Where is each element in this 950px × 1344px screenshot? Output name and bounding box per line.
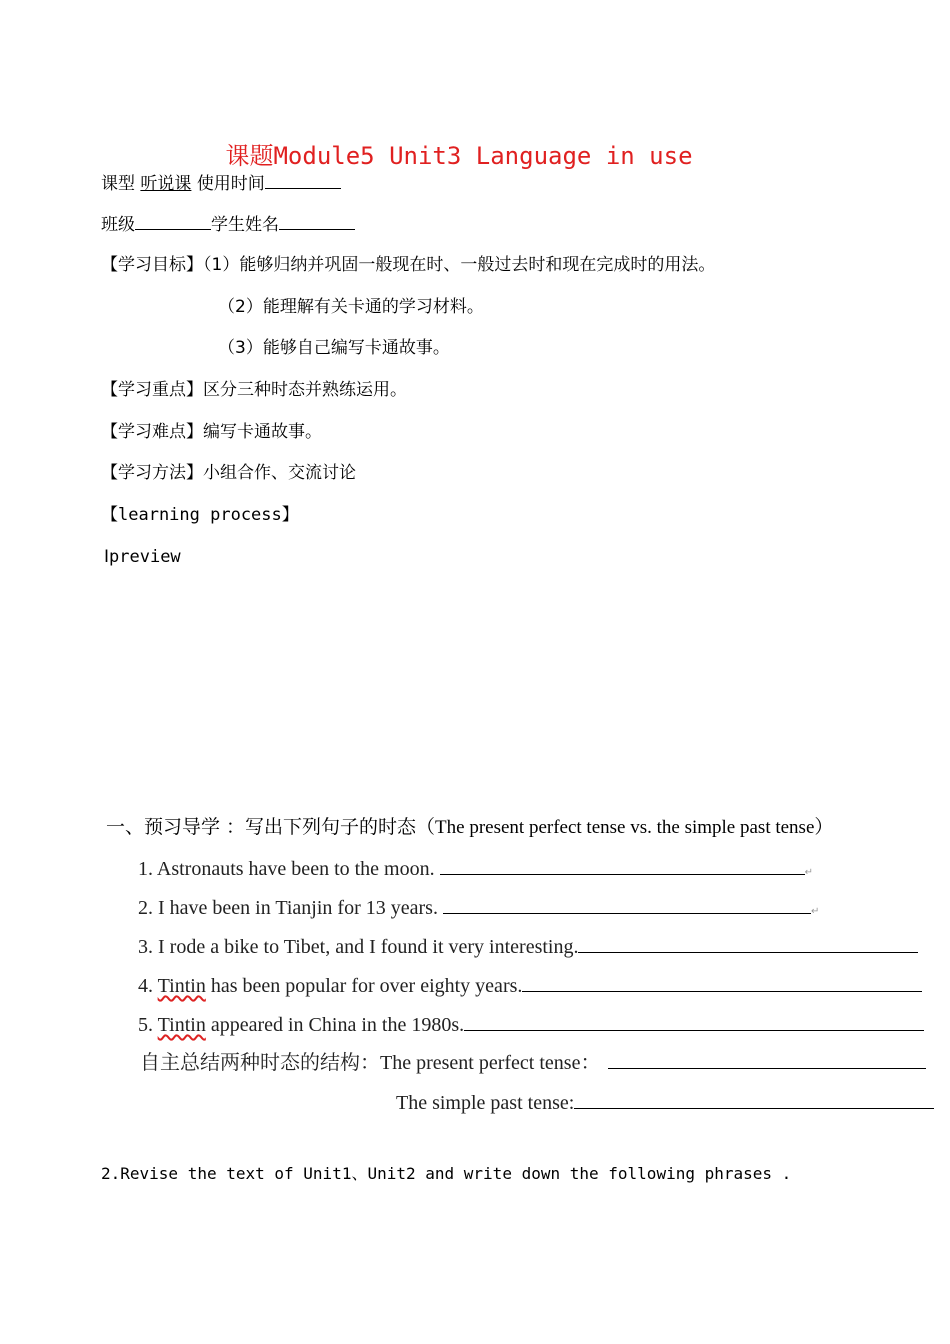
summary-simple-past	[396, 1088, 934, 1116]
title-zh: 课题	[225, 142, 274, 170]
question-4: 4. Tintin has been popular for over eighty years.	[138, 971, 922, 999]
question-5: 5. Tintin appeared in China in the 1980s.	[138, 1010, 924, 1038]
simple-past-blank[interactable]	[574, 1088, 934, 1109]
time-blank[interactable]	[265, 170, 341, 189]
student-info-line	[101, 211, 355, 237]
question-1-text: 1. Astronauts have been to the moon.	[138, 858, 435, 880]
question-3-text: 3. I rode a bike to Tibet, and I found it very interesting.	[138, 936, 579, 958]
question-3	[138, 932, 918, 960]
methods: 【学习方法】小组合作、交流讨论	[101, 463, 356, 483]
section1-heading-zh: 一、预习导学 ：写出下列句子的时态（	[106, 816, 436, 838]
question-2-text: 2. I have been in Tianjin for 13 years.	[138, 897, 438, 919]
class-blank[interactable]	[135, 211, 211, 230]
objective-1: （1）能够归纳并巩固一般现在时、一般过去时和现在完成时的用法。	[203, 255, 716, 275]
answer-blank-3[interactable]	[578, 932, 918, 953]
answer-blank-2[interactable]	[443, 893, 811, 914]
section1-heading-end: ）	[814, 816, 834, 838]
present-perfect-label: The present perfect tense：	[380, 1052, 601, 1074]
answer-blank-1[interactable]	[440, 854, 805, 875]
title-en: Module5 Unit3 Language in use	[273, 142, 693, 170]
time-label: 使用时间	[196, 174, 265, 194]
class-label: 班级	[101, 215, 135, 235]
type-label: 课型	[101, 174, 135, 194]
summary-present-perfect	[140, 1048, 926, 1076]
objectives-label: 【学习目标】	[101, 255, 203, 275]
section1-heading	[106, 813, 833, 842]
lesson-type-line	[101, 170, 341, 196]
objective-2: （2）能理解有关卡通的学习材料。	[218, 297, 484, 317]
objectives-line-1	[101, 253, 715, 277]
question-5-text: appeared in China in the 1980s.	[205, 1014, 465, 1036]
return-mark-icon: ↵	[804, 867, 814, 878]
page-title	[0, 136, 918, 171]
name-blank[interactable]	[279, 211, 355, 230]
tintin-word: Tintin	[157, 1014, 206, 1036]
section2-instruction: 2.Revise the text of Unit1、Unit2 and write down the following phrases .	[101, 1164, 792, 1183]
question-2	[138, 893, 819, 925]
difficulties: 【学习难点】编写卡通故事。	[101, 422, 322, 442]
key-points: 【学习重点】区分三种时态并熟练运用。	[101, 380, 407, 400]
tintin-word: Tintin	[157, 975, 206, 997]
preview-heading: Ⅰpreview	[104, 547, 181, 567]
present-perfect-blank[interactable]	[608, 1048, 926, 1069]
answer-blank-4[interactable]	[522, 971, 922, 992]
summary-label: 自主总结两种时态的结构：	[140, 1052, 380, 1074]
type-value: 听说课	[140, 174, 192, 194]
question-4-text: has been popular for over eighty years.	[205, 975, 523, 997]
name-label: 学生姓名	[211, 215, 279, 235]
learning-process: 【learning process】	[101, 505, 299, 525]
answer-blank-5[interactable]	[464, 1010, 924, 1031]
objective-3: （3）能够自己编写卡通故事。	[218, 338, 450, 358]
simple-past-label: The simple past tense:	[396, 1092, 575, 1114]
section1-heading-en: The present perfect tense vs. the simple past tense	[435, 817, 815, 838]
return-mark-icon: ↵	[810, 906, 820, 917]
question-1	[138, 854, 813, 886]
